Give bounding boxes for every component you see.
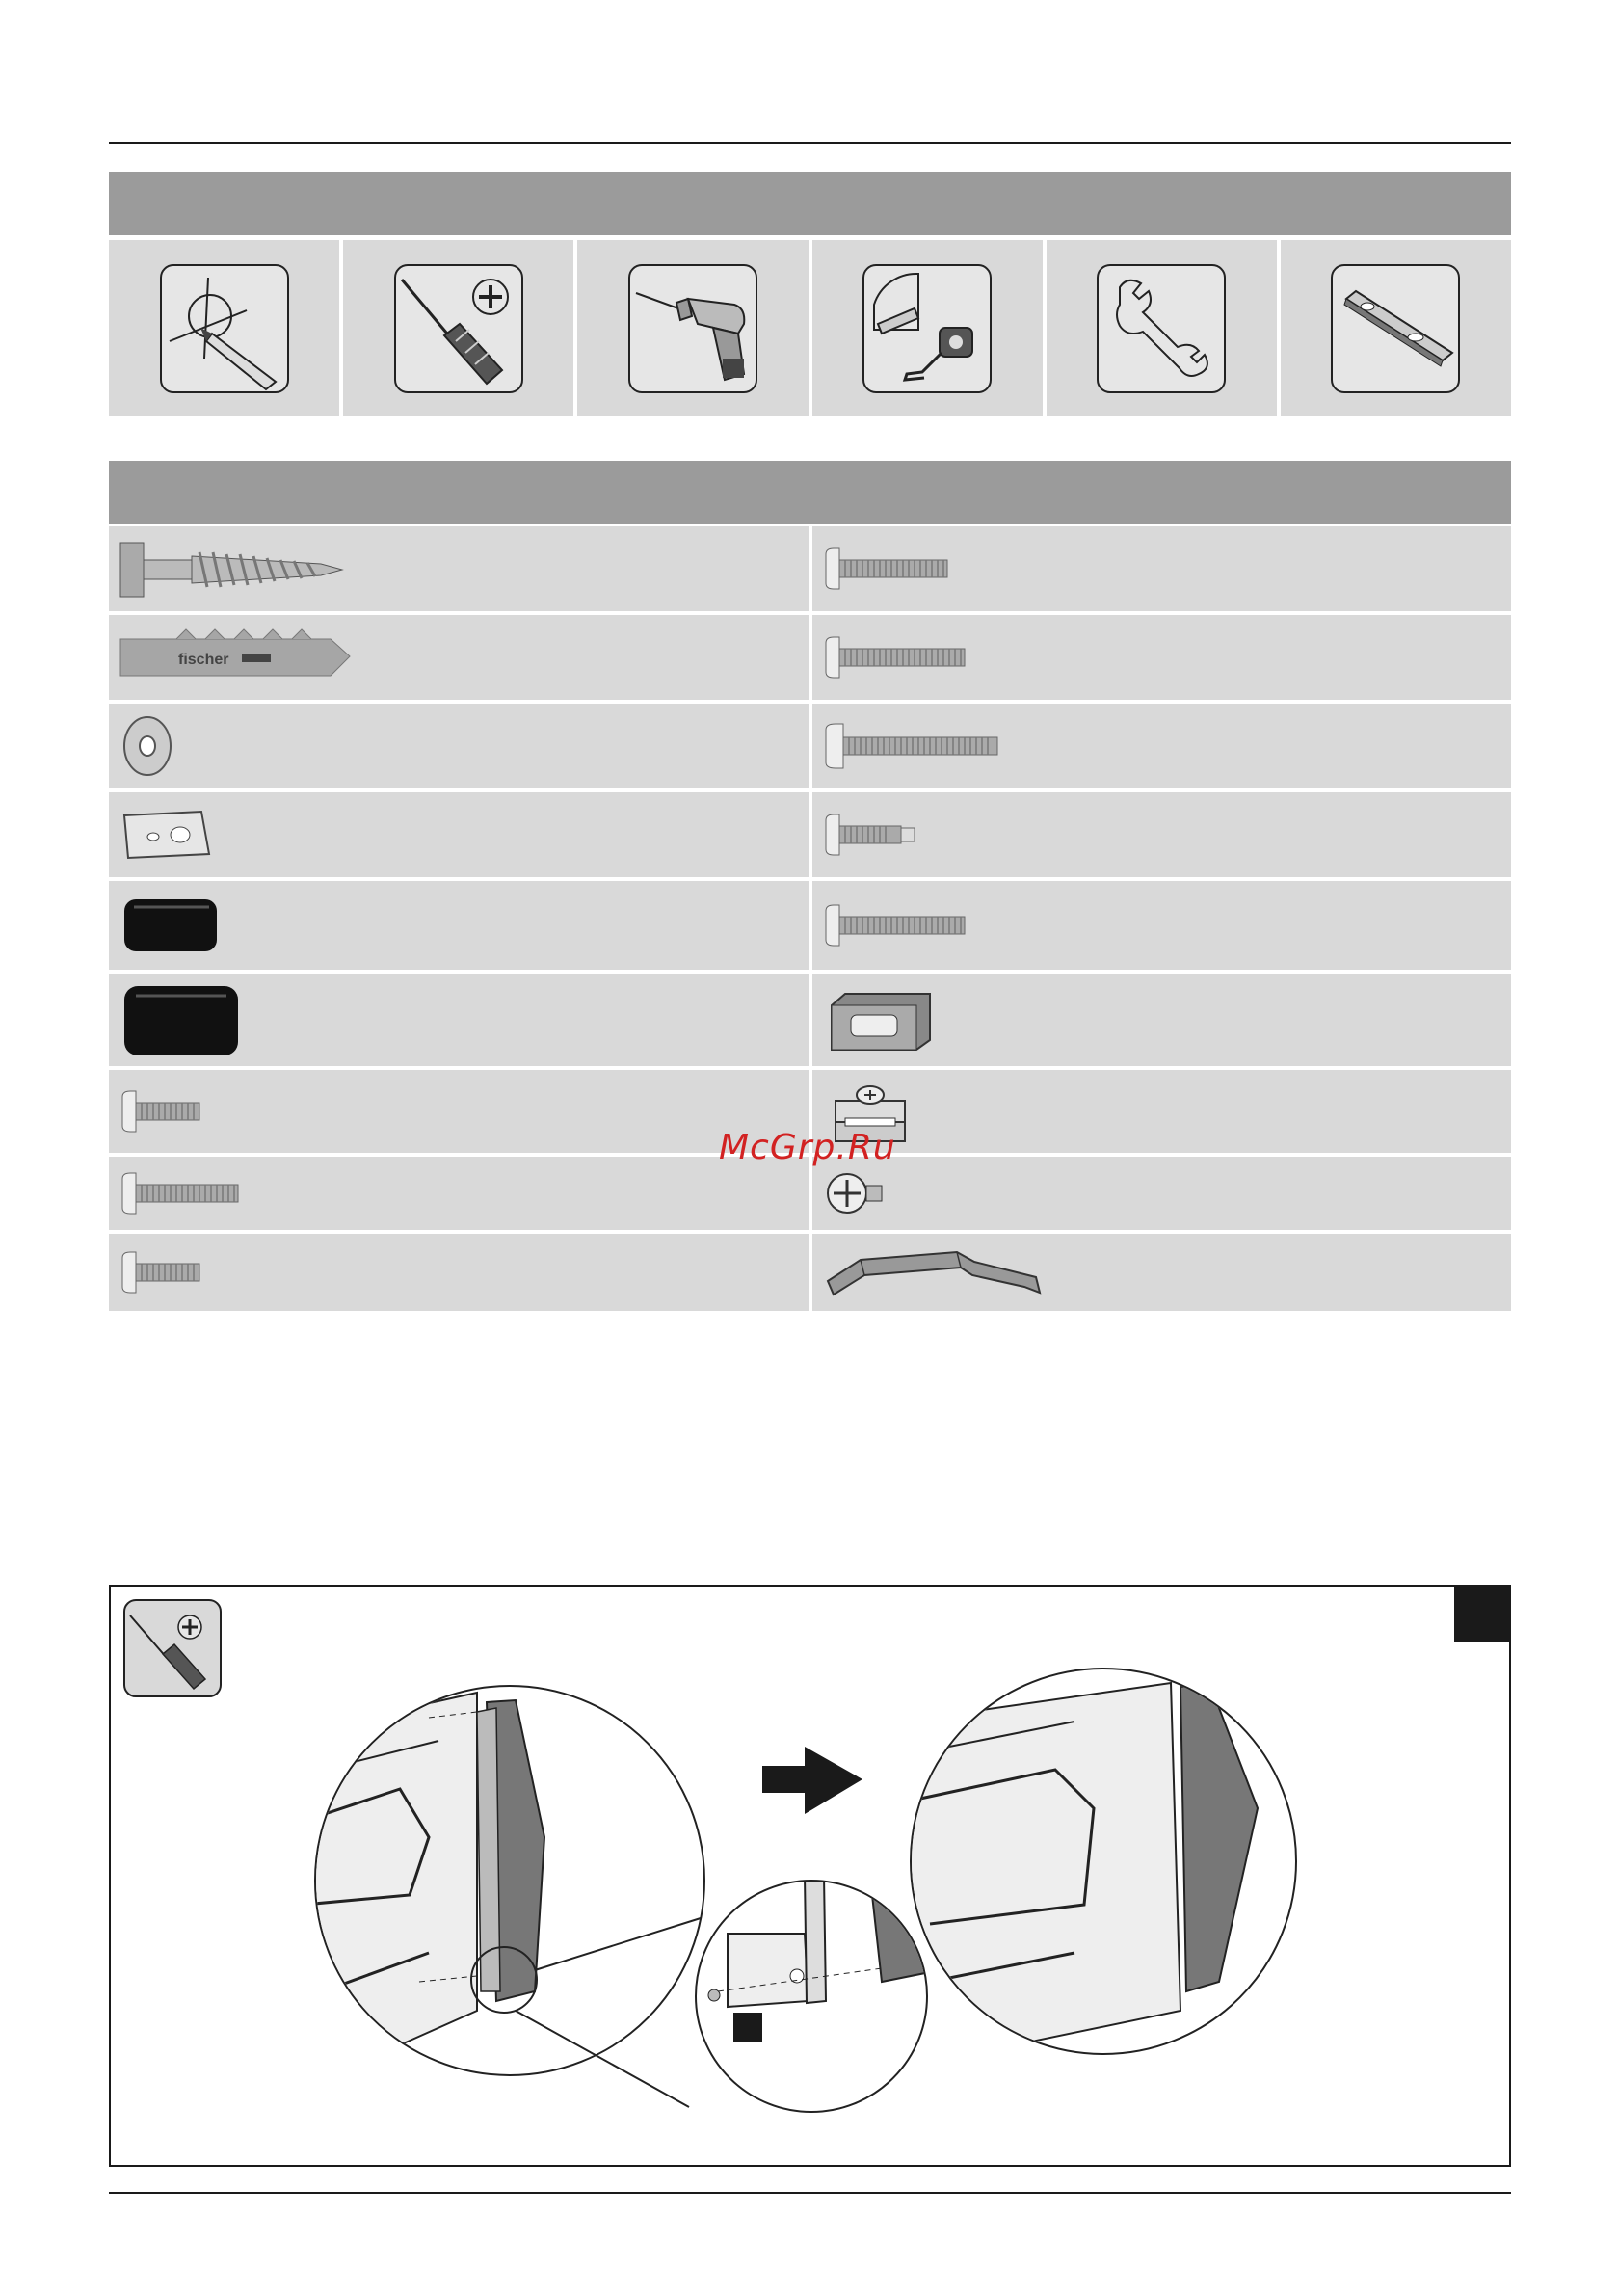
tool-tile [1047, 240, 1277, 416]
machine-screw-icon [822, 633, 976, 681]
part-tile [109, 974, 809, 1066]
part-tile [109, 615, 809, 700]
small-screw-icon [822, 1164, 889, 1222]
part-tile [109, 792, 809, 877]
short-spacer-icon [119, 892, 225, 959]
watermark: McGrp.Ru [719, 1128, 896, 1167]
long-spacer-icon [119, 980, 244, 1059]
part-tile [812, 1157, 1512, 1230]
machine-screw-icon [822, 722, 1005, 770]
lag-bolt-icon [119, 535, 350, 602]
long-screw-icon [119, 1169, 253, 1217]
machine-screw-icon [822, 811, 938, 859]
part-tile [812, 792, 1512, 877]
bubble-level-icon [822, 986, 938, 1054]
tape-measure-icon [864, 266, 990, 391]
tool-tile [812, 240, 1043, 416]
parts-grid [109, 526, 1511, 1315]
step-marker [733, 2013, 762, 2042]
spirit-level-icon [1333, 266, 1458, 391]
tools-header-bar [109, 172, 1511, 235]
tools-row [109, 240, 1511, 416]
short-screw-icon [119, 1248, 215, 1296]
wrench-icon [1099, 266, 1224, 391]
part-tile [812, 1070, 1512, 1153]
tool-tile [577, 240, 808, 416]
screw-zoom-detail [696, 1876, 930, 2112]
bracket-detail-left [304, 1686, 704, 2107]
spacer-plate-icon [119, 806, 215, 864]
short-screw-icon [119, 1087, 215, 1135]
part-tile [109, 1157, 809, 1230]
part-tile [812, 526, 1512, 611]
parts-header-bar [109, 461, 1511, 524]
top-rule [109, 142, 1511, 144]
bracket-result-right [901, 1669, 1296, 2069]
machine-screw-icon [822, 901, 976, 949]
part-tile [812, 1234, 1512, 1311]
step-badge [1454, 1587, 1511, 1642]
part-tile [109, 1234, 809, 1311]
phillips-screwdriver-icon [124, 1600, 221, 1696]
part-tile [109, 704, 809, 788]
tool-tile [1281, 240, 1511, 416]
pencil-mark-icon [162, 266, 287, 391]
part-tile [109, 526, 809, 611]
part-tile [812, 974, 1512, 1066]
assembly-illustration [111, 1587, 1513, 2169]
arrow-right-icon [762, 1747, 862, 1814]
part-tile [109, 1070, 809, 1153]
wall-plug-icon [119, 624, 359, 691]
phillips-screwdriver-icon [396, 266, 521, 391]
assembly-figure [109, 1585, 1511, 2167]
part-tile [812, 704, 1512, 788]
cover-cap-icon [822, 1239, 1053, 1306]
machine-screw-icon [822, 545, 957, 593]
power-drill-icon [630, 266, 756, 391]
tool-tile [343, 240, 573, 416]
washer-icon [119, 712, 176, 780]
tool-tile [109, 240, 339, 416]
part-tile [812, 881, 1512, 970]
part-tile [812, 615, 1512, 700]
part-tile [109, 881, 809, 970]
bottom-rule [109, 2192, 1511, 2194]
fischer-brand-text: fischer [178, 652, 229, 668]
